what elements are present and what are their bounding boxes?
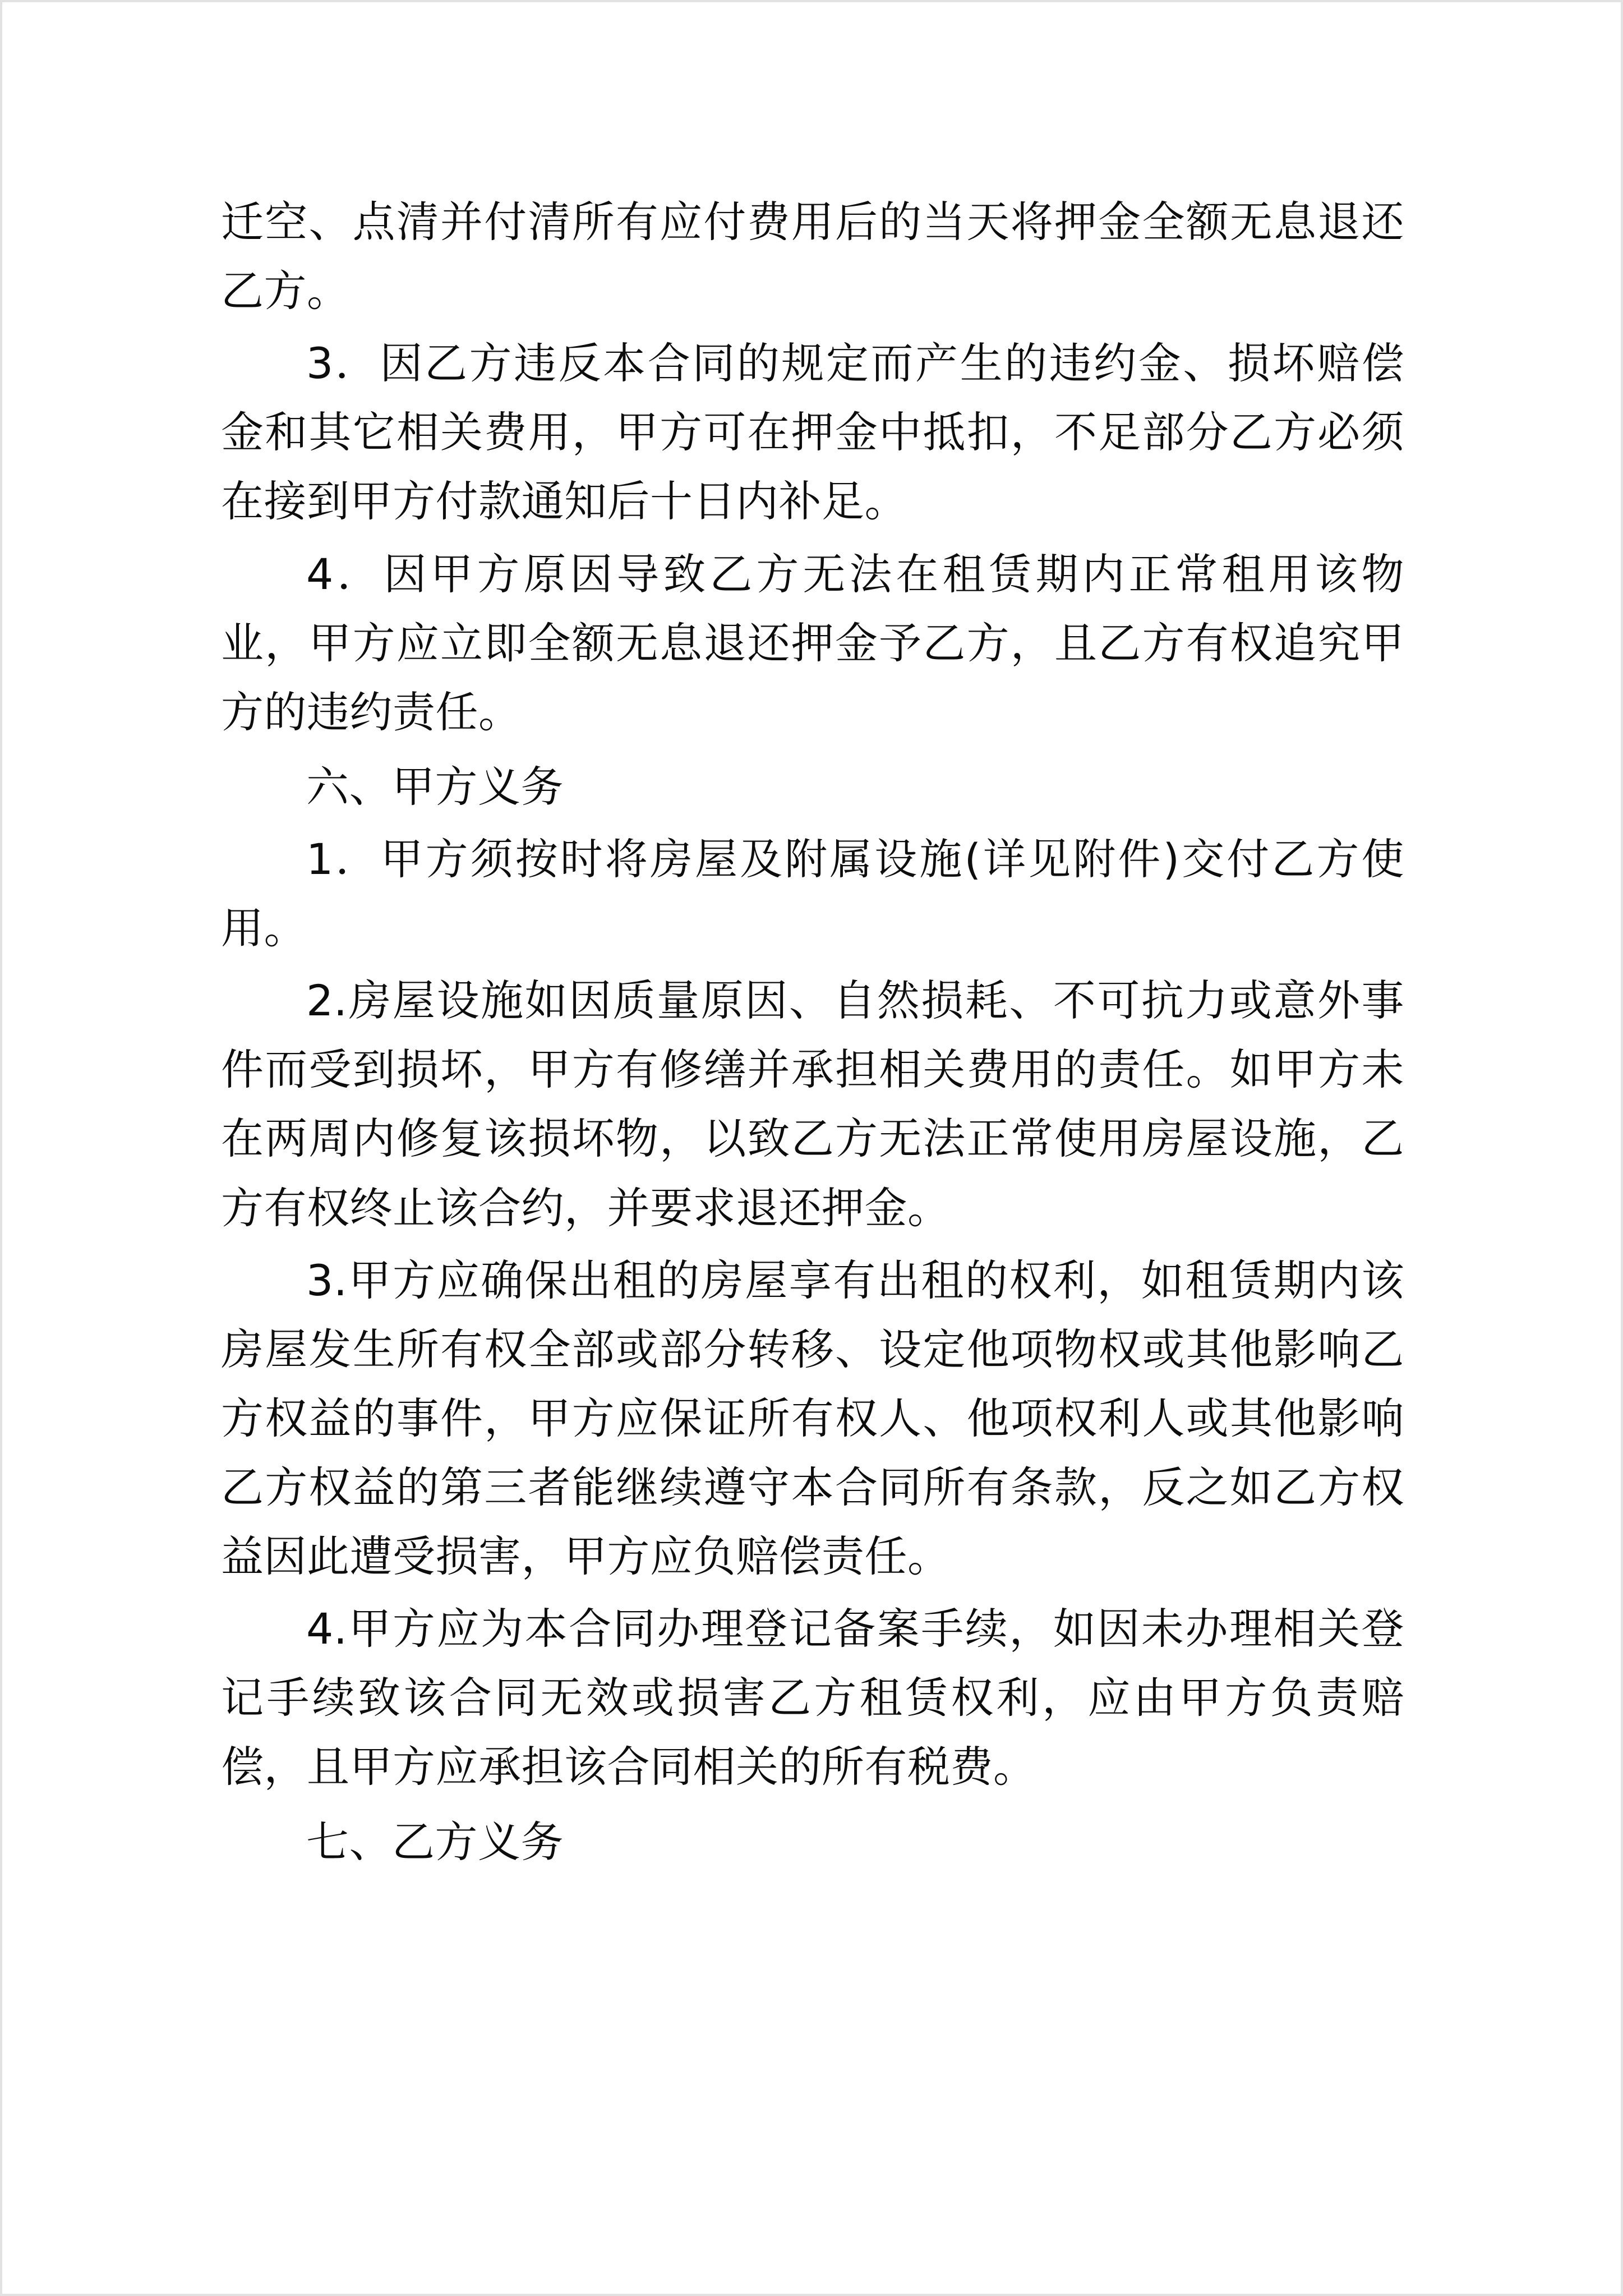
paragraph-clause-6-4: 4.甲方应为本合同办理登记备案手续，如因未办理相关登记手续致该合同无效或损害乙方租赁权利，应由甲方负责赔偿，且甲方应承担该合同相关的所有税费。 [221, 1604, 1404, 1792]
paragraph-continuation-deposit-refund: 迁空、点清并付清所有应付费用后的当天将押金全额无息退还乙方。 [221, 197, 1404, 316]
document-text-body [221, 187, 1404, 1880]
paragraph-clause-6-1: 1．甲方须按时将房屋及附属设施(详见附件)交付乙方使用。 [221, 834, 1404, 954]
heading-section-seven: 七、乙方义务 [306, 1816, 564, 1867]
paragraph-clause-6-3: 3.甲方应确保出租的房屋享有出租的权利，如租赁期内该房屋发生所有权全部或部分转移、设定他项物权或其他影响乙方权益的事件，甲方应保证所有权人、他项权利人或其他影响乙方权益的第三者能继续遵守本合同所有条款，反之如乙方权益因此遭受损害，甲方应负赔偿责任。 [221, 1255, 1404, 1582]
paragraph-clause-6-2: 2.房屋设施如因质量原因、自然损耗、不可抗力或意外事件而受到损坏，甲方有修缮并承担相关费用的责任。如甲方未在两周内修复该损坏物，以致乙方无法正常使用房屋设施，乙方有权终止该合约，并要求退还押金。 [221, 976, 1404, 1233]
heading-section-six: 六、甲方义务 [306, 761, 564, 812]
paragraph-clause-5-4: 4．因甲方原因导致乙方无法在租赁期内正常租用该物业，甲方应立即全额无息退还押金予乙方，且乙方有权追究甲方的违约责任。 [221, 549, 1404, 737]
paragraph-clause-5-3: 3．因乙方违反本合同的规定而产生的违约金、损坏赔偿金和其它相关费用，甲方可在押金中抵扣，不足部分乙方必须在接到甲方付款通知后十日内补足。 [221, 338, 1404, 527]
